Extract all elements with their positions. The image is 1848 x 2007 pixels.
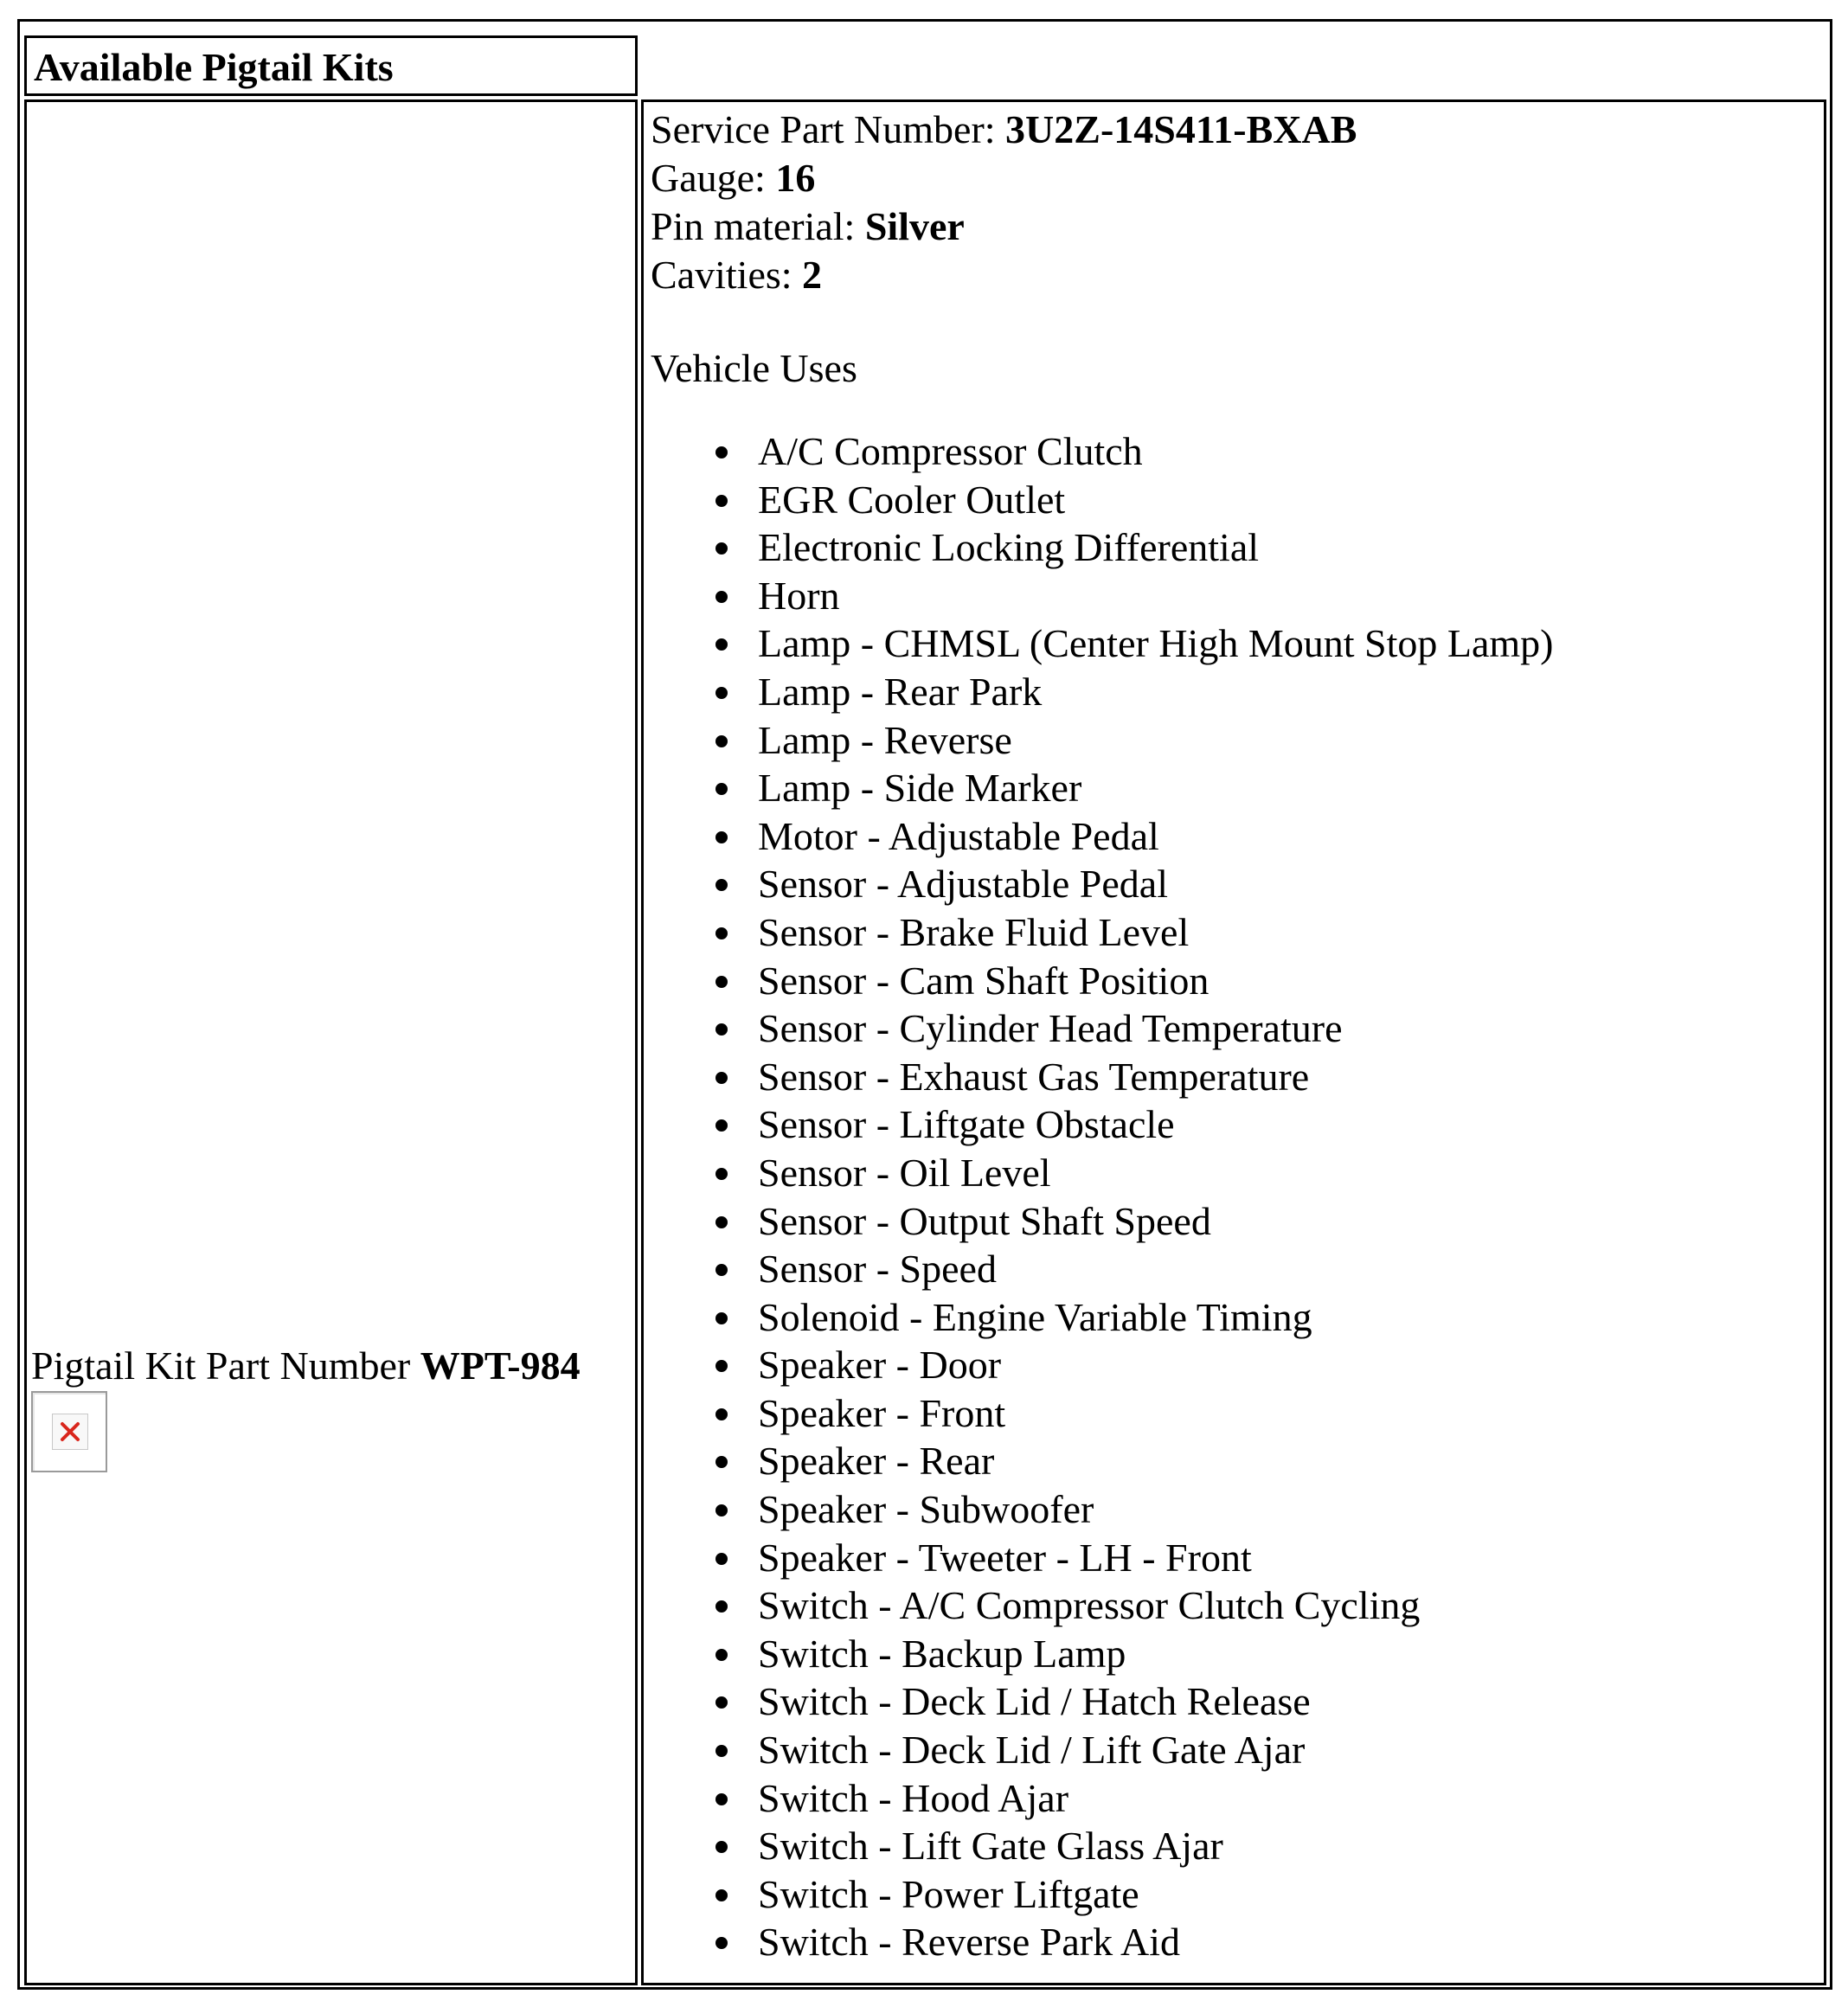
bullet-icon — [715, 879, 728, 891]
cavities-label: Cavities: — [651, 253, 803, 297]
list-item — [651, 1726, 1553, 1774]
bullet-icon — [715, 1312, 728, 1324]
vehicle-uses-list — [651, 427, 1553, 1966]
vehicle-use-label: Switch - Deck Lid / Hatch Release — [758, 1679, 1311, 1724]
list-item — [651, 476, 1553, 524]
bullet-icon — [715, 1841, 728, 1853]
list-item — [651, 1630, 1553, 1678]
part-details-cell — [641, 99, 1826, 1985]
vehicle-use-label: Lamp - Reverse — [758, 717, 1012, 762]
vehicle-use-label: Switch - A/C Compressor Clutch Cycling — [758, 1583, 1421, 1628]
bullet-icon — [715, 446, 728, 458]
table-title: Available Pigtail Kits — [34, 45, 394, 89]
vehicle-use-label: Switch - Reverse Park Aid — [758, 1920, 1181, 1965]
vehicle-use-label: Switch - Hood Ajar — [758, 1775, 1069, 1820]
cavities-value: 2 — [802, 253, 823, 297]
vehicle-use-label: Sensor - Brake Fluid Level — [758, 909, 1190, 954]
bullet-icon — [715, 687, 728, 699]
bullet-icon — [715, 1408, 728, 1420]
list-item — [651, 427, 1553, 476]
bullet-icon — [715, 638, 728, 651]
list-item — [651, 1053, 1553, 1101]
list-item — [651, 1870, 1553, 1919]
bullet-icon — [715, 976, 728, 988]
bullet-icon — [715, 1889, 728, 1901]
part-details — [651, 106, 1553, 1966]
list-item — [651, 1004, 1553, 1053]
list-item — [651, 619, 1553, 668]
bullet-icon — [715, 1168, 728, 1180]
list-item — [651, 1485, 1553, 1534]
broken-image-icon — [52, 1414, 88, 1450]
list-item — [651, 1774, 1553, 1823]
list-item — [651, 1100, 1553, 1149]
bullet-icon — [715, 1216, 728, 1228]
bullet-icon — [715, 1023, 728, 1036]
service-part-value: 3U2Z-14S411-BXAB — [1005, 107, 1357, 151]
list-item — [651, 1245, 1553, 1293]
vehicle-use-label: Sensor - Cam Shaft Position — [758, 958, 1210, 1003]
bullet-icon — [715, 1696, 728, 1709]
bullet-icon — [715, 1264, 728, 1276]
bullet-icon — [715, 542, 728, 555]
list-item — [651, 1389, 1553, 1438]
vehicle-use-label: Speaker - Front — [758, 1390, 1006, 1435]
list-item — [651, 764, 1553, 812]
bullet-icon — [715, 735, 728, 747]
pin-material-value: Silver — [864, 204, 965, 248]
vehicle-use-label: Switch - Power Liftgate — [758, 1871, 1139, 1916]
vehicle-use-label: Speaker - Door — [758, 1343, 1002, 1388]
service-part-number — [651, 106, 1553, 154]
vehicle-use-label: Lamp - Side Marker — [758, 766, 1082, 811]
pin-material-label: Pin material: — [651, 204, 865, 248]
list-item — [651, 1534, 1553, 1582]
pigtail-kit-cell — [24, 99, 638, 1985]
pigtail-kit-label: Pigtail Kit Part Number — [31, 1343, 420, 1388]
bullet-icon — [715, 1793, 728, 1805]
vehicle-use-label: Lamp - Rear Park — [758, 669, 1043, 714]
list-item — [651, 1341, 1553, 1389]
vehicle-use-label: Horn — [758, 573, 840, 618]
vehicle-use-label: Solenoid - Engine Variable Timing — [758, 1294, 1312, 1339]
bullet-icon — [715, 1600, 728, 1613]
bullet-icon — [715, 1119, 728, 1132]
pin-material — [651, 202, 1553, 251]
bullet-icon — [715, 1504, 728, 1516]
header-cell — [24, 35, 638, 96]
bullet-icon — [715, 1745, 728, 1757]
vehicle-use-label: Sensor - Liftgate Obstacle — [758, 1102, 1175, 1147]
vehicle-use-label: A/C Compressor Clutch — [758, 429, 1143, 473]
pigtail-kit-part-value: WPT-984 — [420, 1343, 581, 1388]
vehicle-use-label: Switch - Deck Lid / Lift Gate Ajar — [758, 1728, 1306, 1773]
list-item — [651, 523, 1553, 572]
bullet-icon — [715, 1649, 728, 1661]
vehicle-use-label: Sensor - Cylinder Head Temperature — [758, 1006, 1343, 1051]
service-part-label: Service Part Number: — [651, 107, 1006, 151]
vehicle-use-label: Speaker - Rear — [758, 1439, 995, 1484]
list-item — [651, 1197, 1553, 1246]
vehicle-use-label: Sensor - Adjustable Pedal — [758, 862, 1168, 907]
bullet-icon — [715, 927, 728, 939]
vehicle-use-label: Motor - Adjustable Pedal — [758, 813, 1159, 858]
bullet-icon — [715, 831, 728, 843]
vehicle-use-label: Speaker - Subwoofer — [758, 1487, 1094, 1532]
vehicle-use-label: Sensor - Exhaust Gas Temperature — [758, 1054, 1310, 1099]
bullet-icon — [715, 783, 728, 795]
bullet-icon — [715, 1937, 728, 1949]
vehicle-use-label: Sensor - Oil Level — [758, 1150, 1051, 1195]
list-item — [651, 1677, 1553, 1726]
list-item — [651, 1437, 1553, 1485]
gauge-label: Gauge: — [651, 156, 776, 200]
bullet-icon — [715, 1072, 728, 1084]
list-item — [651, 1581, 1553, 1630]
vehicle-uses-heading: Vehicle Uses — [651, 346, 857, 390]
pigtail-kit-part-number — [31, 1342, 581, 1390]
bullet-icon — [715, 1456, 728, 1468]
vehicle-use-label: Sensor - Speed — [758, 1247, 997, 1292]
pigtail-kit-image[interactable] — [31, 1391, 107, 1472]
vehicle-use-label: Lamp - CHMSL (Center High Mount Stop Lamp) — [758, 621, 1554, 666]
list-item — [651, 716, 1553, 765]
bullet-icon — [715, 1360, 728, 1372]
vehicle-use-label: EGR Cooler Outlet — [758, 477, 1066, 522]
bullet-icon — [715, 1553, 728, 1565]
list-item — [651, 1918, 1553, 1966]
list-item — [651, 957, 1553, 1005]
list-item — [651, 1822, 1553, 1870]
list-item — [651, 668, 1553, 716]
bullet-icon — [715, 495, 728, 507]
gauge — [651, 154, 1553, 202]
list-item — [651, 812, 1553, 861]
gauge-value: 16 — [775, 156, 816, 200]
list-item — [651, 572, 1553, 620]
cavities — [651, 251, 1553, 299]
vehicle-use-label: Speaker - Tweeter - LH - Front — [758, 1535, 1252, 1580]
list-item — [651, 1149, 1553, 1197]
vehicle-use-label: Electronic Locking Differential — [758, 525, 1260, 570]
list-item — [651, 1293, 1553, 1342]
vehicle-use-label: Switch - Backup Lamp — [758, 1631, 1126, 1676]
list-item — [651, 860, 1553, 908]
vehicle-use-label: Switch - Lift Gate Glass Ajar — [758, 1824, 1223, 1869]
bullet-icon — [715, 591, 728, 603]
list-item — [651, 908, 1553, 957]
vehicle-use-label: Sensor - Output Shaft Speed — [758, 1198, 1211, 1243]
